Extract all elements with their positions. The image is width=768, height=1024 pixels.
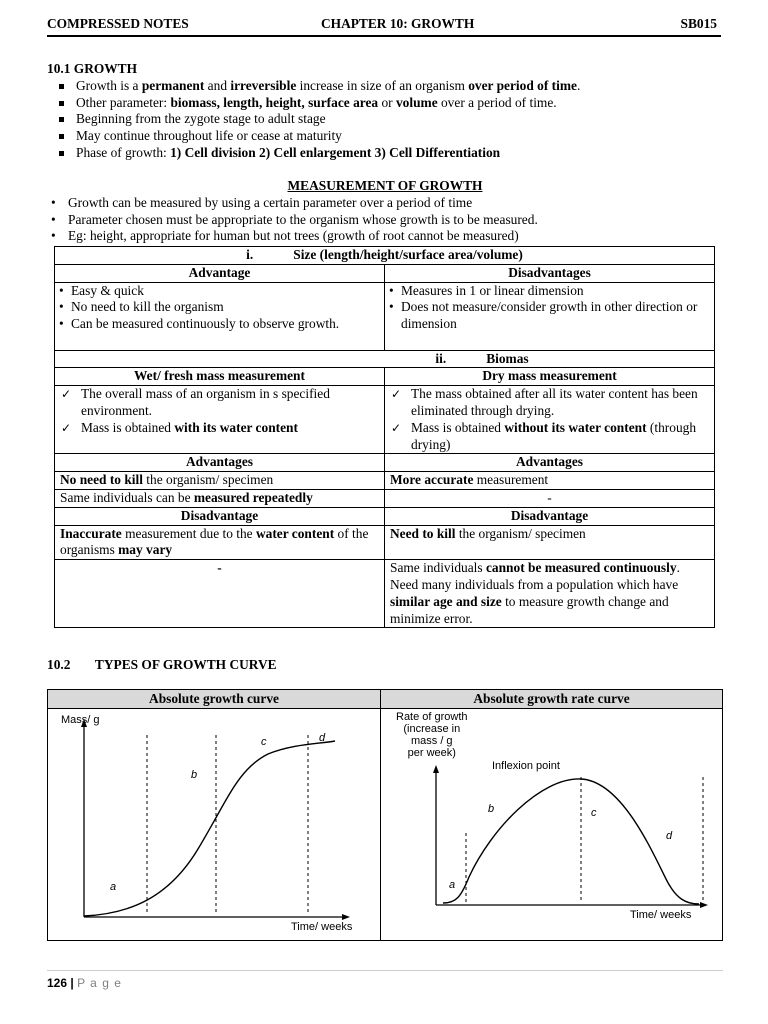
list-item: • No need to kill the organism [55,299,379,316]
phase-d-label: d [319,732,326,744]
wet-dis-1: Inaccurate measurement due to the water content of the organisms may vary [55,525,385,560]
x-axis-label: Time/ weeks [291,921,353,933]
table-row [55,264,715,282]
advantage-header: Advantage [55,264,385,282]
dry-advantages-header: Advantages [385,454,715,472]
rate-phase-a-label: a [449,879,456,891]
list-item: • Growth can be measured by using a certain parameter over a period of time [47,195,723,212]
table-row [55,560,715,628]
list-item: • Can be measured continuously to observe growth. [55,316,379,333]
section-title: TYPES OF GROWTH CURVE [94,657,277,672]
growth-curves-box [47,689,723,941]
x-axis-arrow [700,902,708,908]
page-header [47,16,721,37]
table-row [55,368,715,386]
disadvantages-header: Disadvantages [385,264,715,282]
table-row [55,489,715,507]
rate-curve [443,779,699,904]
growth-curve [84,741,335,916]
list-item: • Does not measure/consider growth in other direction or dimension [385,299,709,333]
phase-b-label: b [191,769,198,781]
dry-header: Dry mass measurement [385,368,715,386]
absolute-growth-title: Absolute growth curve [48,690,380,709]
table-row [55,350,715,368]
dry-dis-1: Need to kill the organism/ specimen [385,525,715,560]
table-row [55,525,715,560]
dry-adv-1: More accurate measurement [385,472,715,490]
inflexion-point-label: Inflexion point [492,760,560,772]
size-advantages-cell [55,282,385,350]
measurement-section [47,178,723,245]
wet-desc-cell [55,386,385,454]
wet-adv-1: No need to kill the organism/ specimen [55,472,385,490]
growth-list [52,78,727,162]
wet-header: Wet/ fresh mass measurement [55,368,385,386]
list-item: ✓ The mass obtained after all its water content has been eliminated through drying. [385,386,709,420]
list-item: • Easy & quick [55,283,379,300]
phase-c-label: c [261,736,267,748]
section-growth-curve [47,657,277,674]
wet-adv-2: Same individuals can be measured repeatedly [55,489,385,507]
header-center: CHAPTER 10: GROWTH [321,16,475,31]
rate-y-axis-label: Rate of growth (increase in mass / g per week) [396,711,468,759]
rate-x-axis-label: Time/ weeks [630,909,692,921]
section-number: 10.2 [47,657,71,672]
table-row [55,472,715,490]
page-footer [47,970,723,971]
absolute-rate-title: Absolute growth rate curve [381,690,722,709]
rate-phase-d-label: d [666,830,673,842]
measurement-table [54,246,715,628]
rate-phase-b-label: b [488,803,495,815]
section-title: 10.1 GROWTH [47,61,138,76]
size-disadvantages-cell [385,282,715,350]
measurement-title: MEASUREMENT OF GROWTH [287,178,483,193]
table-row [55,282,715,350]
dry-adv-2: - [385,489,715,507]
list-item: • Measures in 1 or linear dimension [385,283,709,300]
section-growth [47,61,727,162]
page-number: 126 | P a g e [47,976,122,990]
header-right: SB015 [680,16,717,31]
list-item: ✓ The overall mass of an organism in s specified environment. [55,386,379,420]
list-item: Beginning from the zygote stage to adult stage [52,111,727,128]
wet-dis-2: - [55,560,385,628]
dry-dis-2: Same individuals cannot be measured continuously. Need many individuals from a population which have similar age and size to measure growth change and minimize error. [385,560,715,628]
measurement-list [47,195,723,245]
list-item: • Parameter chosen must be appropriate to the organism whose growth is to be measured. [47,212,723,229]
list-item: Other parameter: biomass, length, height, surface area or volume over a period of time. [52,95,727,112]
table-row [55,507,715,525]
list-item: Phase of growth: 1) Cell division 2) Cell enlargement 3) Cell Differentiation [52,145,727,162]
absolute-growth-chart [48,709,380,939]
size-title-cell: i. Size (length/height/surface area/volume) [55,247,715,265]
list-item: Growth is a permanent and irreversible increase in size of an organism over period of time. [52,78,727,95]
y-axis-arrow [433,765,439,773]
list-item: ✓ Mass is obtained with its water content [55,420,379,437]
list-item: ✓ Mass is obtained without its water content (through drying) [385,420,709,454]
wet-disadvantage-header: Disadvantage [55,507,385,525]
phase-a-label: a [110,881,117,893]
table-row [55,454,715,472]
biomas-title-cell: ii. Biomas [55,350,715,368]
dry-disadvantage-header: Disadvantage [385,507,715,525]
table-row [55,247,715,265]
list-item: • Eg: height, appropriate for human but not trees (growth of root cannot be measured) [47,228,723,245]
header-left: COMPRESSED NOTES [47,16,189,31]
list-item: May continue throughout life or cease at maturity [52,128,727,145]
y-axis-label: Mass/ g [61,714,100,726]
wet-advantages-header: Advantages [55,454,385,472]
table-row [55,386,715,454]
rate-phase-c-label: c [591,807,597,819]
dry-desc-cell [385,386,715,454]
